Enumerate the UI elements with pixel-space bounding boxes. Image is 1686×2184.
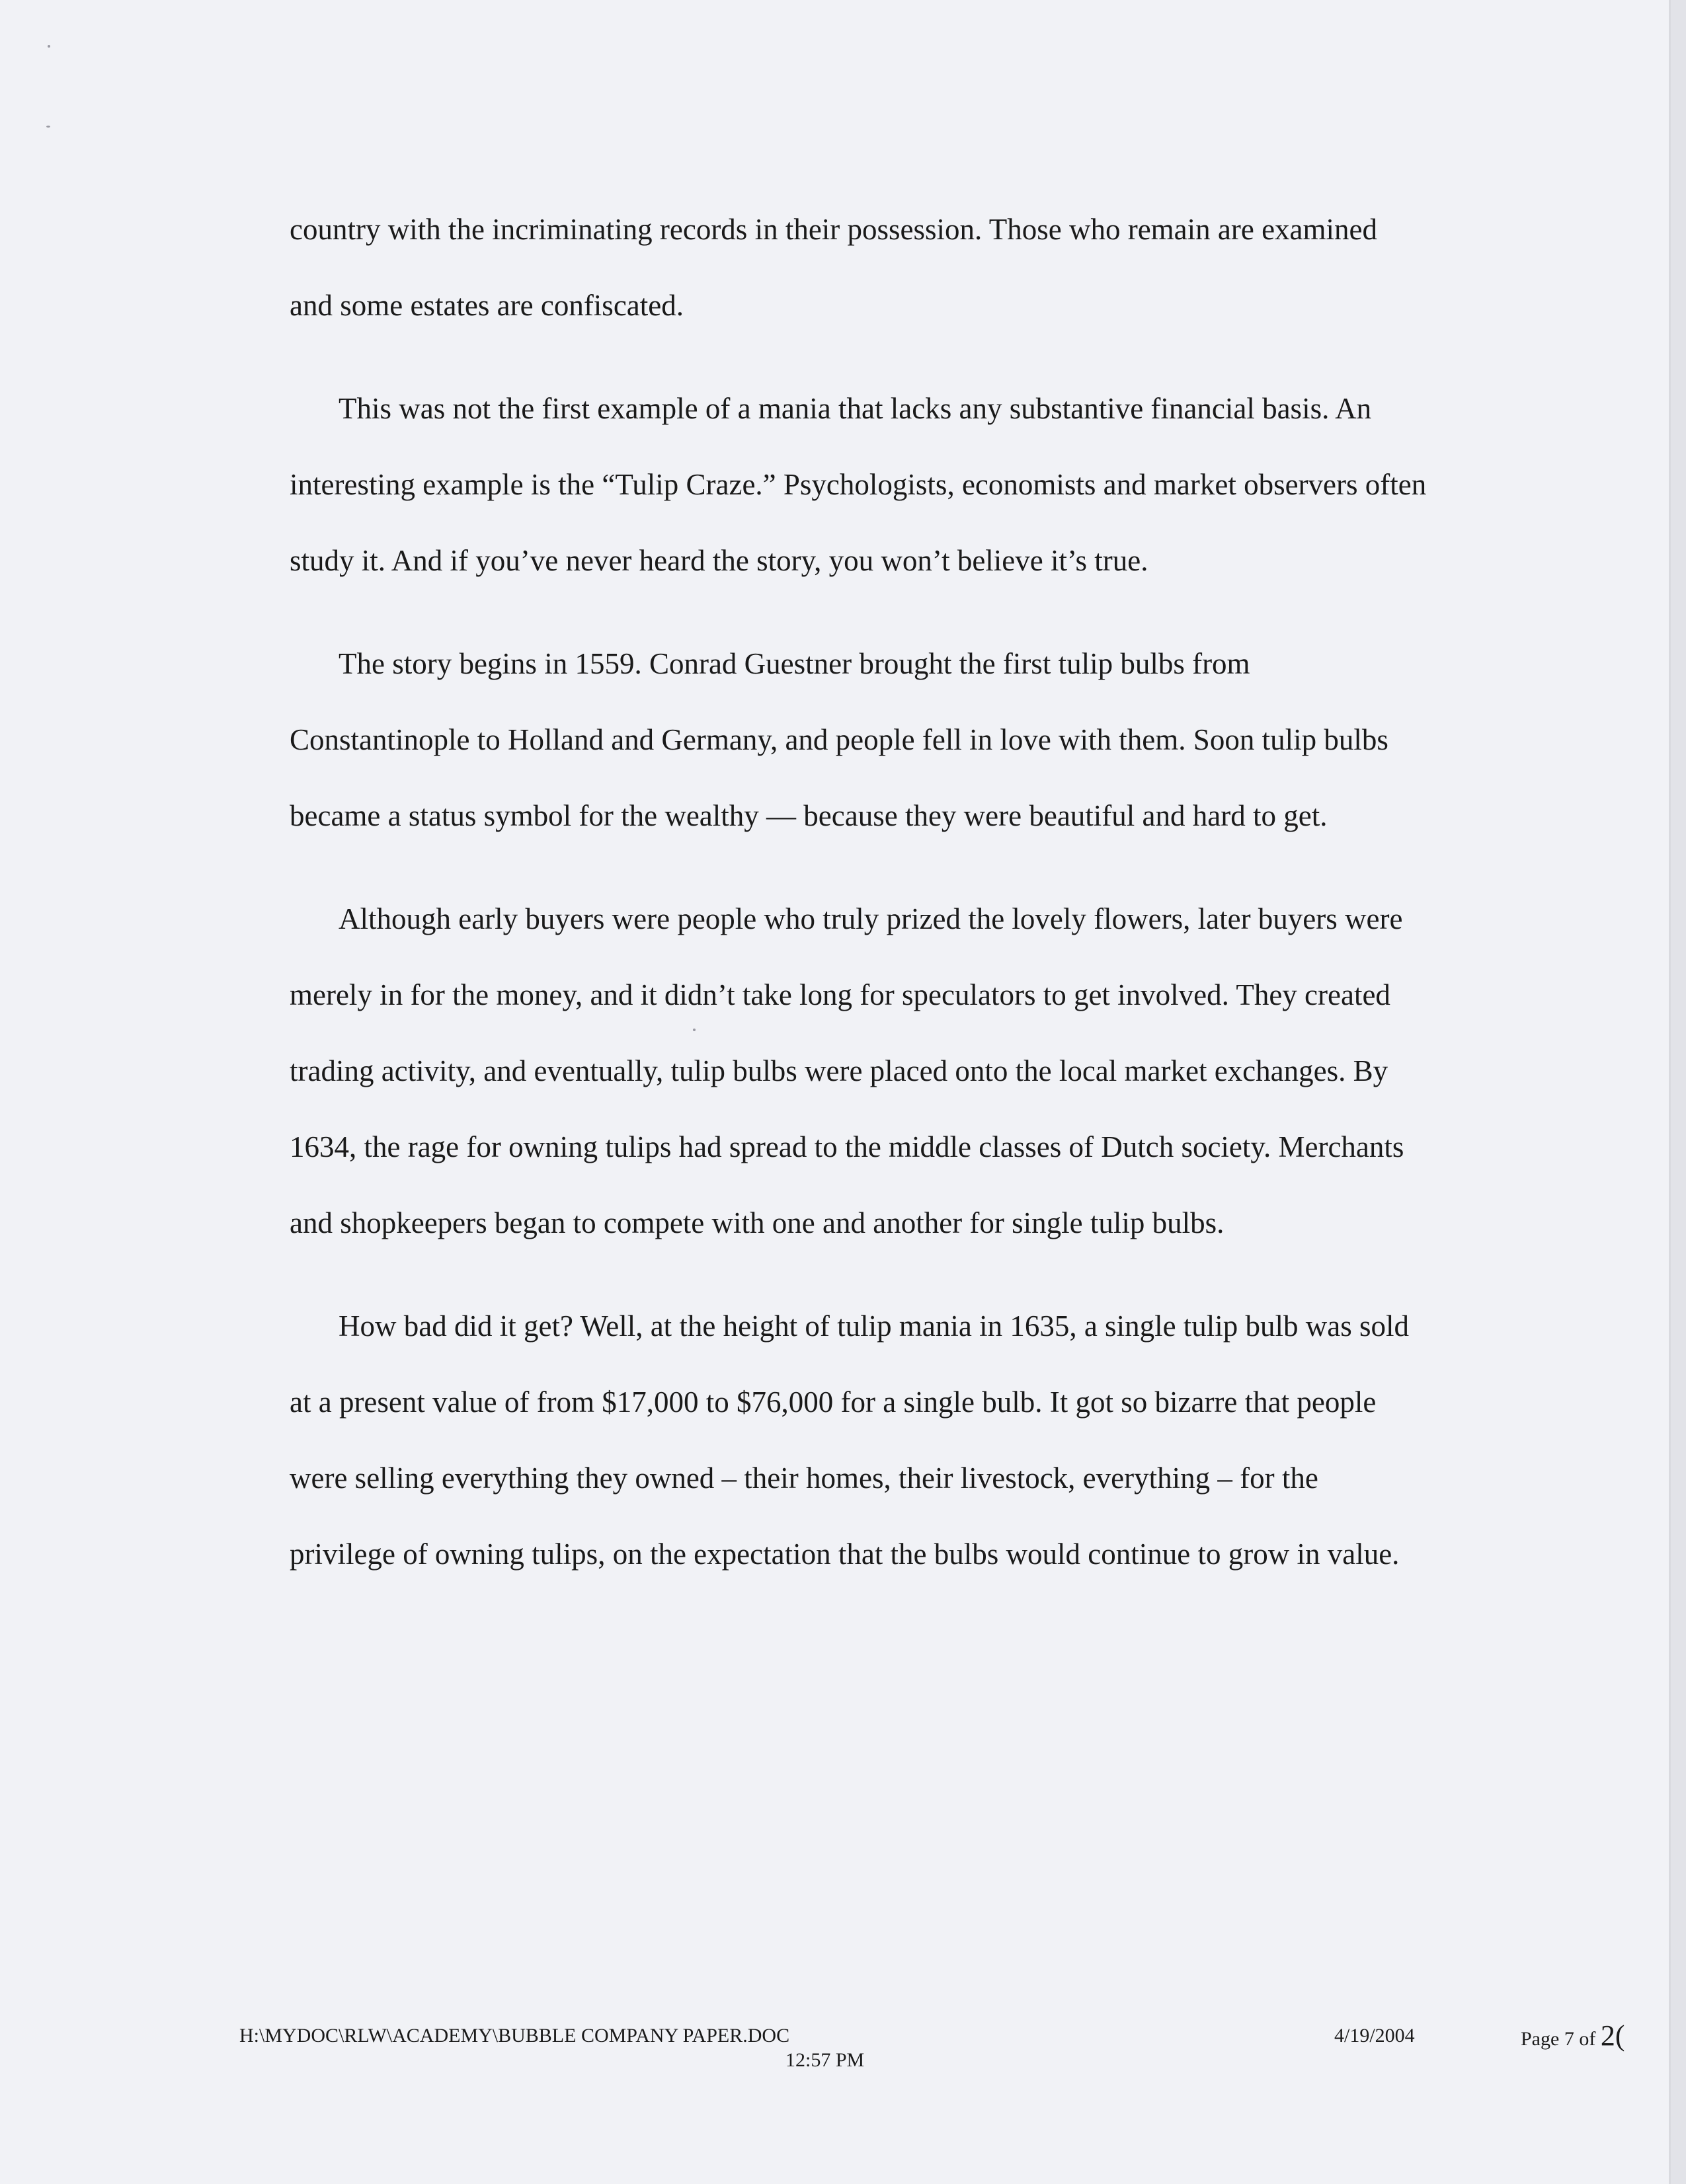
footer-time: 12:57 PM [785,2049,865,2071]
page-edge-shadow [1671,0,1686,2184]
scan-speck [693,1029,696,1031]
paragraph-5: How bad did it get? Well, at the height of tulip mania in 1635, a single tulip bulb was sold at a present value of from $17,000 to $76,000 for a single bulb. It got so bizarre that people were selling everything they owned – their homes, their livestock, everything – for the privilege of owning tulips, on the expectation that the bulbs would continue to grow in value. [290,1309,1410,1571]
footer-page-label: Page 7 of [1521,2028,1601,2050]
footer-file-path: H:\MYDOC\RLW\ACADEMY\BUBBLE COMPANY PAPER.DOC [239,2025,790,2047]
paragraph-3: The story begins in 1559. Conrad Guestner brought the first tulip bulbs from Constantinople to Holland and Germany, and people fell in love with them. Soon tulip bulbs became a status symbol for the wealthy — because they were beautiful and hard to get. [290,647,1388,832]
footer-date: 4/19/2004 [1334,2025,1415,2047]
paragraph-2: This was not the first example of a mania that lacks any substantive financial basis. An interesting example is the “Tulip Craze.” Psychologists, economists and market observers often study it. And if you’ve never heard the story, you won’t believe it’s true. [290,392,1427,577]
scan-speck [46,126,50,128]
paragraph-1: country with the incriminating records in their possession. Those who remain are examined and some estates are confiscated. [290,213,1378,322]
footer-page-total: 2( [1600,2019,1625,2052]
paragraph-4: Although early buyers were people who truly prized the lovely flowers, later buyers were merely in for the money, and it didn’t take long for speculators to get involved. They created trading activity, and eventually, tulip bulbs were placed onto the local market exchanges. By 1634, the rage for owning tulips had spread to the middle classes of Dutch society. Merchants and shopkeepers began to compete with one and another for single tulip bulbs. [290,902,1404,1239]
scan-speck [48,45,50,48]
footer-page-number [1521,2019,1625,2052]
body-text [290,192,1427,1592]
